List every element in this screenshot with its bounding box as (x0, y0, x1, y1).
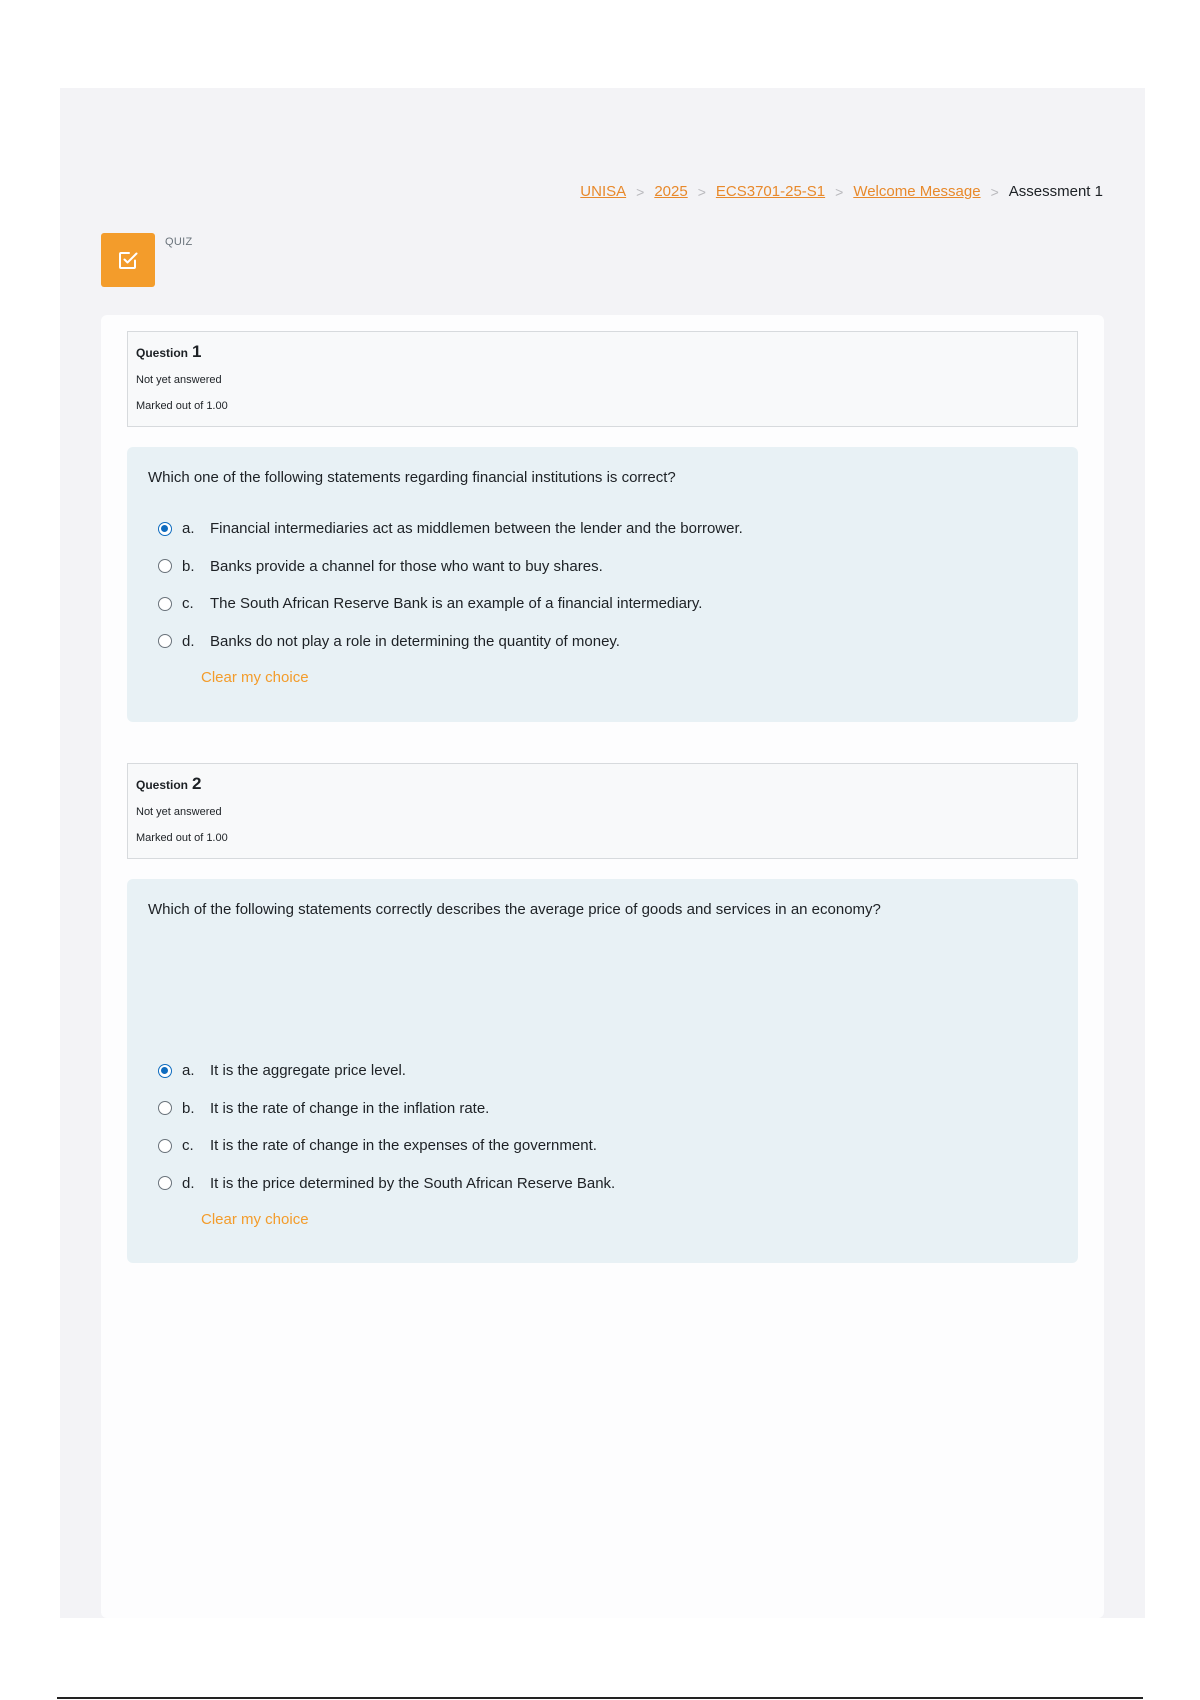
module-type-label: QUIZ (165, 236, 193, 248)
breadcrumb-current: Assessment 1 (1008, 183, 1103, 200)
question-mark: Marked out of 1.00 (136, 832, 228, 844)
breadcrumb (580, 183, 1103, 200)
answer-option-c[interactable] (148, 1127, 1057, 1165)
answer-text: It is the rate of change in the inflation rate. (210, 1099, 490, 1117)
chevron-right-icon: > (636, 183, 645, 200)
answer-letter: d. (182, 1174, 195, 1192)
answer-option-b[interactable] (148, 548, 1057, 586)
question-info-2 (127, 763, 1078, 859)
question-state: Not yet answered (136, 374, 222, 386)
question-number: 2 (192, 774, 202, 793)
answer-text: It is the price determined by the South African Reserve Bank. (210, 1174, 616, 1192)
page-frame (60, 88, 1145, 1618)
answer-option-a[interactable] (148, 1052, 1057, 1090)
answer-text: The South African Reserve Bank is an example of a financial intermediary. (210, 595, 703, 613)
chevron-right-icon: > (697, 183, 706, 200)
question-title (136, 342, 1069, 362)
radio-icon[interactable] (158, 634, 172, 648)
question-label: Question (136, 778, 189, 792)
page-divider (57, 1697, 1143, 1699)
clear-choice-link[interactable]: Clear my choice (201, 1211, 309, 1228)
quiz-checkbox-icon (101, 233, 155, 287)
chevron-right-icon: > (835, 183, 844, 200)
radio-icon[interactable] (158, 597, 172, 611)
answer-letter: a. (182, 520, 195, 538)
answer-letter: c. (182, 595, 194, 613)
answer-letter: d. (182, 632, 195, 650)
breadcrumb-link-year[interactable]: 2025 (654, 183, 688, 200)
answer-option-b[interactable] (148, 1090, 1057, 1128)
radio-icon[interactable] (158, 1139, 172, 1153)
quiz-attempt-card (101, 315, 1104, 1618)
question-content-2 (127, 879, 1078, 1263)
answer-list (148, 510, 1057, 660)
answer-option-c[interactable] (148, 585, 1057, 623)
question-title (136, 774, 1069, 794)
breadcrumb-link-course[interactable]: ECS3701-25-S1 (715, 183, 826, 200)
answer-text: Banks provide a channel for those who want to buy shares. (210, 557, 603, 575)
question-text: Which one of the following statements regarding financial institutions is correct? (148, 469, 676, 486)
answer-letter: a. (182, 1062, 195, 1080)
answer-option-d[interactable] (148, 623, 1057, 661)
answer-text: Banks do not play a role in determining the quantity of money. (210, 632, 620, 650)
question-label: Question (136, 346, 189, 360)
radio-icon[interactable] (158, 559, 172, 573)
answer-letter: b. (182, 557, 195, 575)
clear-choice-link[interactable]: Clear my choice (201, 669, 309, 686)
breadcrumb-link-unisa[interactable]: UNISA (580, 183, 627, 200)
answer-text: It is the aggregate price level. (210, 1062, 406, 1080)
radio-checked-icon[interactable] (158, 522, 172, 536)
question-mark: Marked out of 1.00 (136, 400, 228, 412)
question-content-1 (127, 447, 1078, 722)
question-state: Not yet answered (136, 806, 222, 818)
question-text: Which of the following statements correctly describes the average price of goods and services in an economy? (148, 901, 881, 918)
answer-list (148, 1052, 1057, 1202)
chevron-right-icon: > (990, 183, 999, 200)
radio-icon[interactable] (158, 1176, 172, 1190)
answer-option-a[interactable] (148, 510, 1057, 548)
answer-option-d[interactable] (148, 1165, 1057, 1203)
answer-letter: b. (182, 1099, 195, 1117)
answer-letter: c. (182, 1137, 194, 1155)
radio-icon[interactable] (158, 1101, 172, 1115)
question-number: 1 (192, 342, 202, 361)
radio-checked-icon[interactable] (158, 1064, 172, 1078)
answer-text: Financial intermediaries act as middlemen between the lender and the borrower. (210, 520, 743, 538)
answer-text: It is the rate of change in the expenses of the government. (210, 1137, 597, 1155)
question-info-1 (127, 331, 1078, 427)
breadcrumb-link-welcome[interactable]: Welcome Message (853, 183, 981, 200)
